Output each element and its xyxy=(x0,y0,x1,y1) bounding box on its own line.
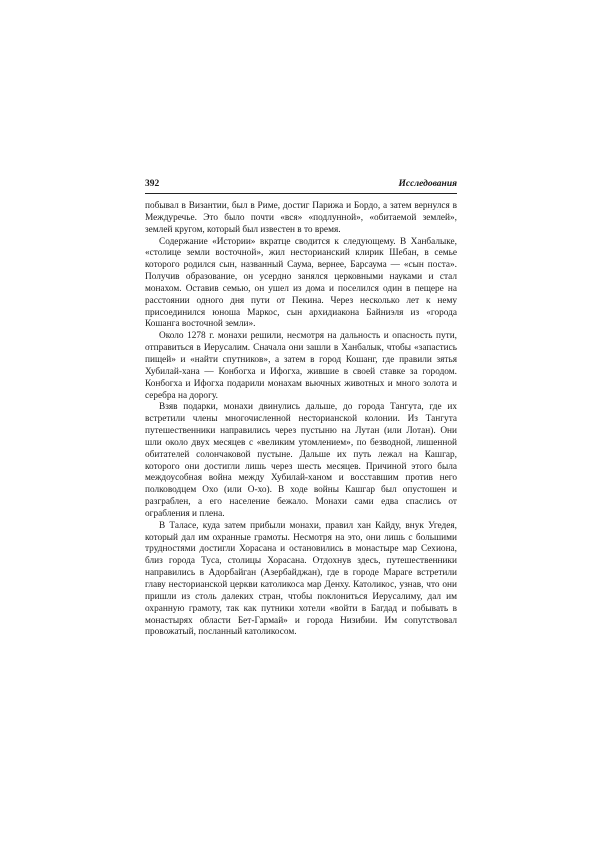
body-text xyxy=(145,201,457,639)
page-number: 392 xyxy=(145,179,160,189)
paragraph-talas-maragha: В Таласе, куда затем прибыли монахи, правил хан Кайду, внук Угедея, который дал им охранные грамоты. Несмотря на это, они лишь с большими трудностями достигли Хорасана и остановились в монастыре мар Сехиона, близ города Туса, столицы Хорасана. Отдохнув здесь, путешественники направились в Адорбайган (Азербайджан), где в городе Мараге встретили главу несторианской церкви католикоса мар Денху. Католикос, узнав, что они пришли из столь далеких стран, чтобы поклониться Иерусалиму, дал им охранную грамоту, так как путники хотели «войти в Багдад и побывать в монастырях области Бет-Гармай» и города Низибии. Им сопутствовал провожатый, посланный католикосом. xyxy=(145,520,457,638)
section-title: Исследования xyxy=(398,179,457,189)
paragraph-summary: Содержание «Истории» вкратце сводится к следующему. В Ханбалыке, «столице земли восточной», жил несторианский клирик Шебан, в семье которого родился сын, названный Саума, вернее, Барсаума — «сын поста». Получив образование, он усердно занялся церковными науками и стал монахом. Оставив семью, он ушел из дома и поселился один в пещере на расстоянии одного дня пути от Пекина. Через несколько лет к нему присоединился юноша Маркос, сын архидиакона Байниэля из «города Кошанга восточной земли». xyxy=(145,236,457,330)
paragraph-tangut-kashgar: Взяв подарки, монахи двинулись дальше, до города Тангута, где их встретили члены многочисленной несторианской колонии. Из Тангута путешественники направились через пустыню на Лутан (или Лотан). Они шли около двух месяцев с «великим утомлением», по безводной, лишенной обитателей солончаковой пустыне. Дальше их путь лежал на Кашгар, которого они достигли лишь через шесть месяцев. Причиной этого была междоусобная война между Хубилай-ханом и восставшим против него полководцем Охо (или О-хо). В ходе войны Кашгар был опустошен и разграблен, а его население бежало. Монахи сами едва спаслись от ограбления и плена. xyxy=(145,402,457,519)
book-page xyxy=(145,178,457,639)
paragraph-journey-start: Около 1278 г. монахи решили, несмотря на дальность и опасность пути, отправиться в Иерусалим. Сначала они зашли в Ханбалык, чтобы «запастись пищей» и «найти спутников», а затем в город Кошанг, где правили зятья Хубилай-хана — Конбогха и Ифогха, жившие в своей ставке за городом. Конбогха и Ифогха подарили монахам вьючных животных и много золота и серебра на дорогу. xyxy=(145,331,457,401)
running-head xyxy=(145,178,457,194)
paragraph-continuation: побывал в Византии, был в Риме, достиг Парижа и Бордо, а затем вернулся в Междуречье. Это было почти «вся» «подлунной», «обитаемой землей», землей кругом, который был известен в то время. xyxy=(145,201,457,235)
